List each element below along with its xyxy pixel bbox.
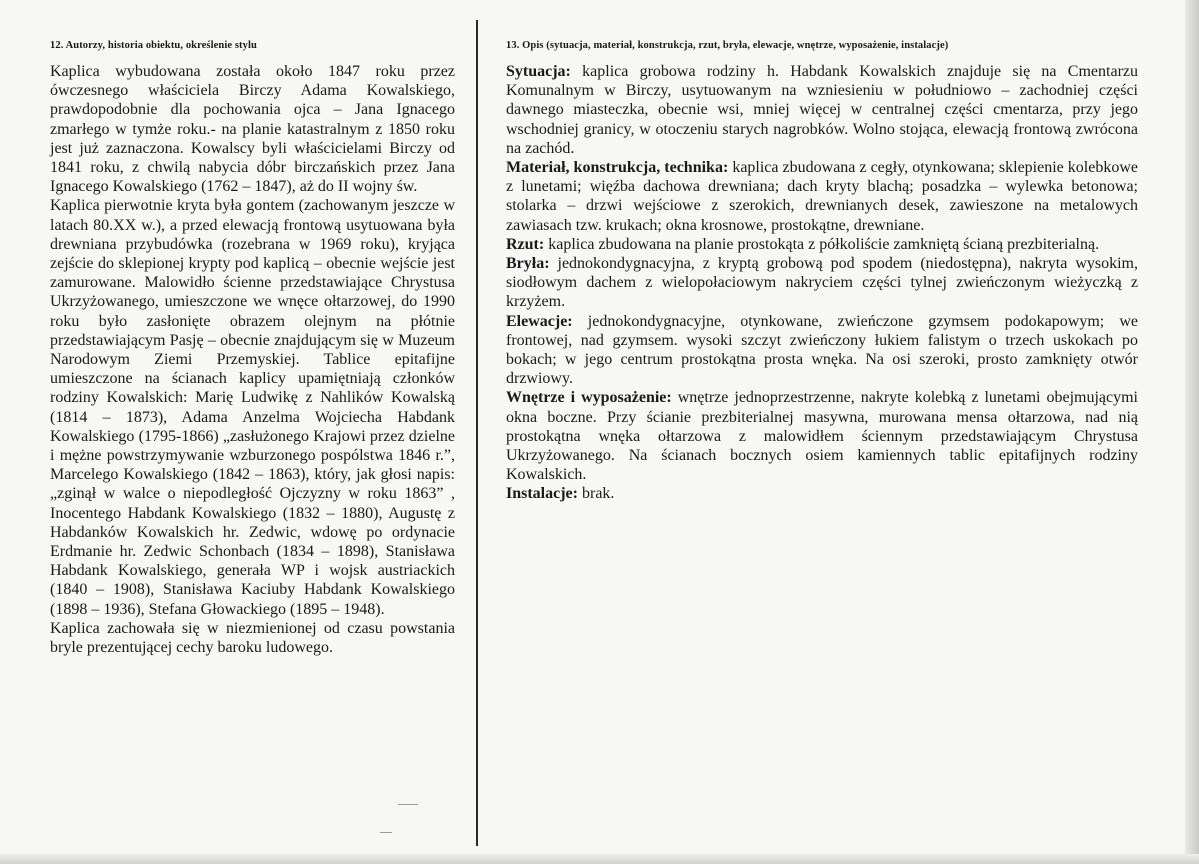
description-plan <box>506 235 1138 254</box>
description-situation <box>506 62 1138 158</box>
description-material <box>506 158 1138 235</box>
material-text: kaplica zbudowana z cegły, otynkowana; sklepienie kolebkowe z lunetami; więźba dachowa drewniana; dach kryty blachą; posadzka – wylewka betonowa; stolarka – drzwi wejściowe z szerokich, drewnianych desek, zawieszone na metalowych zawiasach tzw. krukach; okna krosnowe, prostokątne, drewniane. <box>506 159 1139 234</box>
section-12-heading: 12. Autorzy, historia obiektu, określenie stylu <box>50 40 257 51</box>
description-installations <box>506 484 1138 503</box>
left-column <box>50 40 455 657</box>
interior-label: Wnętrze i wyposażenie: <box>506 389 672 407</box>
description-elevations <box>506 312 1138 389</box>
plan-label: Rzut: <box>506 235 545 253</box>
interior-text: wnętrze jednoprzestrzenne, nakryte kolebką z lunetami obejmującymi okna boczne. Przy ścianie prezbiterialnej masywna, murowana mensa ołtarzowa, nad nią prostokątna wnęka ołtarzowa z malowidłem ściennym przedstawiającym Chrystusa Ukrzyżowanego. Na ścianach bocznych osiem kamiennych tablic epitafijnych rodziny Kowalskich. <box>506 389 1138 484</box>
installations-label: Instalacje: <box>506 485 578 503</box>
page-edge-right <box>1185 0 1199 864</box>
right-column-text <box>506 62 1138 504</box>
right-column <box>506 40 1138 504</box>
installations-text: brak. <box>577 485 615 503</box>
situation-label: Sytuacja: <box>506 63 571 80</box>
situation-text: kaplica grobowa rodziny h. Habdank Kowalskich znajduje się na Cmentarzu Komunalnym w Birczy, usytuowanym na wzniesieniu w południowo – zachodniej części dawnego miasteczka, obecnie wsi, mniej więcej w centralnej części cmentarza, przy jego wschodniej granicy, w otoczeniu starych nagrobków. Wolno stojąca, elewacją frontową zwrócona na zachód. <box>506 63 1138 157</box>
elevations-text: jednokondygnacyjne, otynkowane, zwieńczone gzymsem podokapowym; we frontowej, nad gzymsem. wysoki szczyt zwieńczony łukiem falistym o trzech uskokach po bokach; w jego centrum prostokątna prosta wnęka. Na osi szeroki, prosto zamknięty otwór drzwiowy. <box>506 312 1138 388</box>
history-paragraph-2: Kaplica pierwotnie kryta była gontem (zachowanym jeszcze w latach 80.XX w.), a przed elewacją frontową usytuowana była drewniana przybudówka (rozebrana w 1969 roku), kryjąca zejście do sklepionej krypty pod kaplicą – obecnie wejście jest zamurowane. Malowidło ścienne przedstawiające Chrystusa Ukrzyżowanego, umieszczone we wnęce ołtarzowej, do 1990 roku było zasłonięte obrazem olejnym na płótnie przedstawiającym Pasję – obecnie znajdującym się w Muzeum Narodowym Ziemi Przemyskiej. Tablice epitafijne umieszczone na ścianach kaplicy upamiętniają członków rodziny Kowalskich: Marię Ludwikę z Nahlików Kowalską (1814 – 1873), Adama Anzelma Wojciecha Habdank Kowalskiego (1795-1866) „zasłużonego Krajowi przez dzielne i mężne powstrzymywanie wzburzonego pospólstwa 1846 r.”, Marcelego Kowalskiego (1842 – 1863), który, jak głosi napis: „zginął w walce o niepodległość Ojczyzny w roku 1863” , Inocentego Habdank Kowalskiego (1832 – 1880), Augustę z Habdanków Kowalskich hr. Zedwic, wdowę po ordynacie Erdmanie hr. Zedwic Schonbach (1834 – 1898), Stanisława Habdank Kowalskiego, generała WP i wojsk austriackich (1840 – 1908), Stanisława Kaciuby Habdank Kowalskiego (1898 – 1936), Stefana Głowackiego (1895 – 1948). <box>50 197 455 618</box>
scan-mark <box>398 804 418 805</box>
left-column-text <box>50 62 455 657</box>
material-label: Materiał, konstrukcja, technika: <box>506 159 729 177</box>
massing-label: Bryła: <box>506 255 550 273</box>
column-divider <box>476 20 478 846</box>
history-paragraph-1: Kaplica wybudowana została około 1847 roku przez ówczesnego właściciela Birczy Adama Kowalskiego, prawdopodobnie dla pochowania ojca – Jana Ignacego zmarłego w tymże roku.- na planie katastralnym z 1850 roku jest już zaznaczona. Kowalscy byli właścicielami Birczy od 1841 roku, z chwilą nabycia dóbr birczańskich przez Jana Ignacego Kowalskiego (1762 – 1847), aż do II wojny św. <box>50 63 455 196</box>
massing-text: jednokondygnacyjna, z kryptą grobową pod spodem (niedostępna), nakryta wysokim, siodłowym dachem z wielopołaciowym nakryciem części tylnej zwieńczonym wieżyczką z krzyżem. <box>506 255 1138 311</box>
plan-text: kaplica zbudowana na planie prostokąta z półkoliście zamkniętą ścianą prezbiterialną. <box>544 235 1100 253</box>
description-interior <box>506 388 1138 484</box>
history-paragraph-3: Kaplica zachowała się w niezmienionej od czasu powstania bryle prezentującej cechy baroku ludowego. <box>50 619 455 657</box>
scan-mark <box>380 832 392 833</box>
page-edge-bottom <box>0 854 1199 864</box>
description-massing <box>506 254 1138 312</box>
elevations-label: Elewacje: <box>506 312 573 330</box>
section-13-heading: 13. Opis (sytuacja, materiał, konstrukcja, rzut, bryła, elewacje, wnętrze, wyposażenie, instalacje) <box>506 40 949 51</box>
